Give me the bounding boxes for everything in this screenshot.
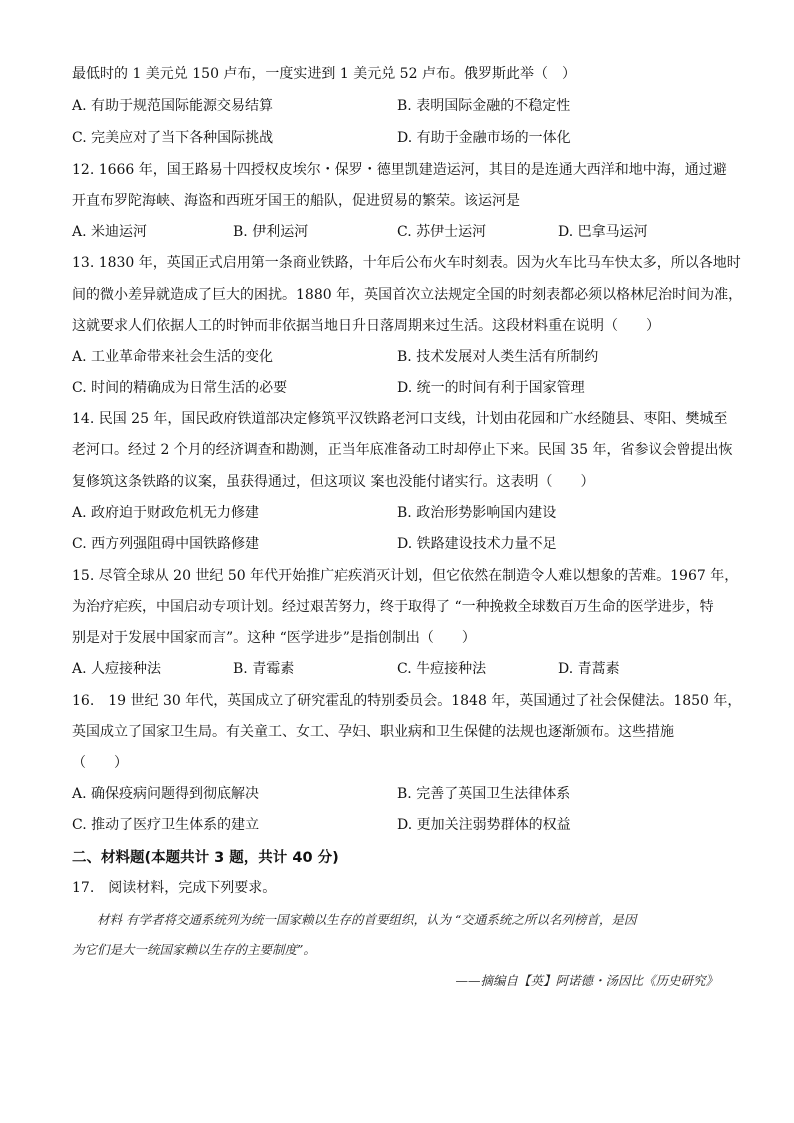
q12-option-a[interactable]: A. 米迪运河: [72, 224, 148, 240]
q15-option-c[interactable]: C. 牛痘接种法: [397, 661, 487, 677]
section-heading: 二、材料题(本题共计 3 题，共计 40 分): [72, 850, 339, 866]
q12-options-row: [72, 222, 724, 242]
q14-option-b[interactable]: B. 政治形势影响国内建设: [397, 505, 557, 521]
q14-stem-line-1: 14. 民国 25 年，国民政府铁道部决定修筑平汉铁路老河口支线，计划由花园和广水经随县、枣阳、樊城至: [72, 411, 728, 427]
q14-stem-line-2: 老河口。经过 2 个月的经济调查和勘测，正当年底准备动工时却停止下来。民国 35 年，省参议会曾提出恢: [72, 442, 733, 458]
q14-stem-line-3: 复修筑这条铁路的议案，虽获得通过，但这项议 案也没能付诸实行。这表明（ ）: [72, 474, 595, 490]
q17-source-citation: ——摘编自【英】阿诺德・汤因比《历史研究》: [455, 973, 718, 988]
q15-option-a[interactable]: A. 人痘接种法: [72, 661, 162, 677]
q11-option-c[interactable]: C. 完美应对了当下各种国际挑战: [72, 130, 274, 146]
q14-options-row-1: [72, 503, 724, 523]
q13-option-a[interactable]: A. 工业革命带来社会生活的变化: [72, 349, 274, 365]
q14-options-row-2: [72, 534, 724, 554]
q15-options-row: [72, 659, 724, 679]
q14-option-a[interactable]: A. 政府迫于财政危机无力修建: [72, 505, 260, 521]
q16-stem-line-2: 英国成立了国家卫生局。有关童工、女工、孕妇、职业病和卫生保健的法规也逐渐颁布。这些措施: [72, 724, 674, 740]
q12-stem-line-2: 开直布罗陀海峡、海盗和西班牙国王的船队，促进贸易的繁荣。该运河是: [72, 193, 520, 209]
q13-option-d[interactable]: D. 统一的时间有利于国家管理: [397, 380, 585, 396]
q12-option-c[interactable]: C. 苏伊士运河: [397, 224, 487, 240]
q16-option-d[interactable]: D. 更加关注弱势群体的权益: [397, 817, 571, 833]
q14-option-d[interactable]: D. 铁路建设技术力量不足: [397, 536, 557, 552]
q13-options-row-1: [72, 347, 724, 367]
q13-option-c[interactable]: C. 时间的精确成为日常生活的必要: [72, 380, 288, 396]
q12-stem-line-1: 12. 1666 年，国王路易十四授权皮埃尔・保罗・德里凯建造运河，其目的是连通大西洋和地中海，通过避: [72, 162, 727, 178]
q14-option-c[interactable]: C. 西方列强阻碍中国铁路修建: [72, 536, 260, 552]
q11-options-row-2: [72, 128, 724, 148]
q12-option-d[interactable]: D. 巴拿马运河: [558, 224, 648, 240]
q15-stem-line-2: 为治疗疟疾，中国启动专项计划。经过艰苦努力，终于取得了 “一种挽救全球数百万生命的医学进步，特: [72, 599, 714, 615]
q16-option-c[interactable]: C. 推动了医疗卫生体系的建立: [72, 817, 260, 833]
q11-option-b[interactable]: B. 表明国际金融的不稳定性: [397, 98, 571, 114]
q13-stem-line-2: 间的微小差异就造成了巨大的困扰。1880 年，英国首次立法规定全国的时刻表都必须以格林尼治时间为准，: [72, 287, 743, 303]
q12-option-b[interactable]: B. 伊利运河: [233, 224, 309, 240]
q13-stem-line-1: 13. 1830 年，英国正式启用第一条商业铁路，十年后公布火车时刻表。因为火车比马车快太多，所以各地时: [72, 255, 741, 271]
q16-stem-line-3: （ ）: [72, 755, 128, 771]
q17-material-line-2: 为它们是大一统国家赖以生存的主要制度”。: [72, 942, 316, 957]
q13-stem-line-3: 这就要求人们依据人工的时钟而非依据当地日升日落周期来过生活。这段材料重在说明（ ）: [72, 318, 660, 334]
q11-stem: 最低时的 1 美元兑 150 卢布，一度实进到 1 美元兑 52 卢布。俄罗斯此举（ ）: [72, 66, 576, 82]
q15-option-d[interactable]: D. 青蒿素: [558, 661, 620, 677]
q16-options-row-1: [72, 784, 724, 804]
q16-option-b[interactable]: B. 完善了英国卫生法律体系: [397, 786, 571, 802]
q11-options-row-1: [72, 96, 724, 116]
q17-intro: 17. 阅读材料，完成下列要求。: [72, 880, 277, 896]
q13-options-row-2: [72, 378, 724, 398]
q15-option-b[interactable]: B. 青霉素: [233, 661, 295, 677]
q13-option-b[interactable]: B. 技术发展对人类生活有所制约: [397, 349, 599, 365]
q15-stem-line-1: 15. 尽管全球从 20 世纪 50 年代开始推广疟疾消灭计划，但它依然在制造令人难以想象的苦难。1967 年，: [72, 568, 739, 584]
q16-stem-line-1: 16. 19 世纪 30 年代，英国成立了研究霍乱的特别委员会。1848 年，英国通过了社会保健法。1850 年，: [72, 693, 742, 709]
q17-material-line-1: 材料 有学者将交通系统列为统一国家赖以生存的首要组织，认为 “交通系统之所以名列榜首，是因: [72, 912, 637, 927]
q11-option-d[interactable]: D. 有助于金融市场的一体化: [397, 130, 571, 146]
q16-options-row-2: [72, 815, 724, 835]
q11-option-a[interactable]: A. 有助于规范国际能源交易结算: [72, 98, 274, 114]
q15-stem-line-3: 别是对于发展中国家而言”。这种 “医学进步”是指创制出（ ）: [72, 630, 476, 646]
q16-option-a[interactable]: A. 确保疫病问题得到彻底解决: [72, 786, 260, 802]
